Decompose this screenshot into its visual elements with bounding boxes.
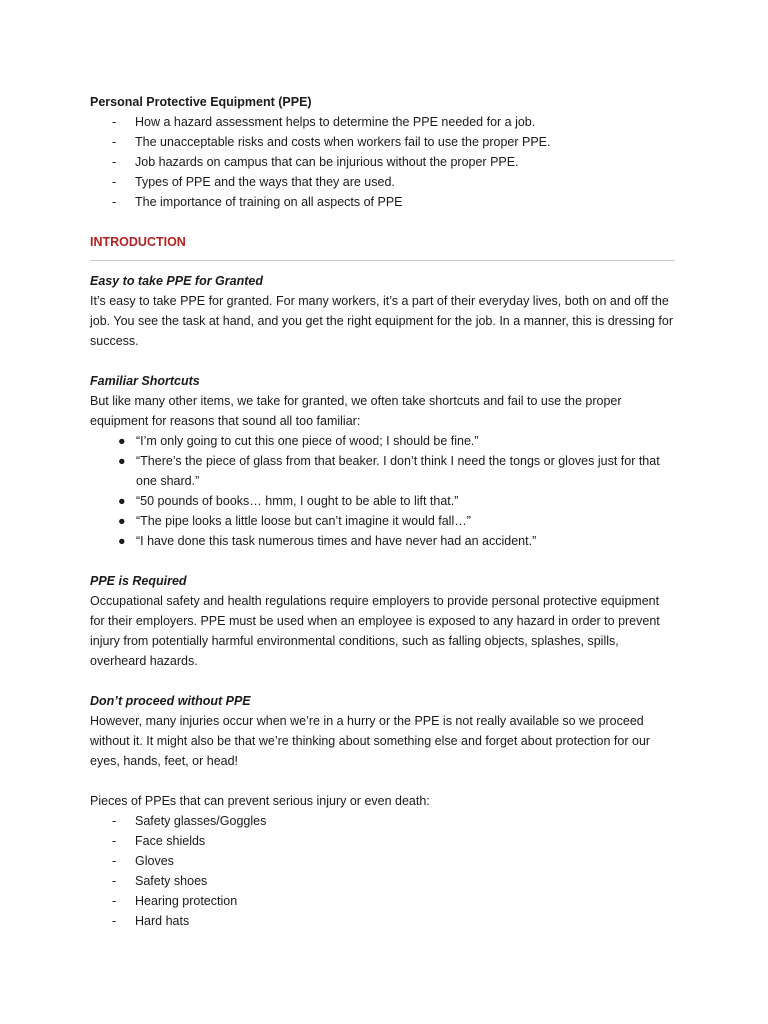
list-item-text: Safety shoes [135, 874, 208, 888]
list-item-text: The unacceptable risks and costs when workers fail to use the proper PPE. [135, 135, 551, 149]
list-item [90, 132, 675, 152]
dash-marker: - [112, 894, 117, 908]
dash-marker: - [112, 834, 117, 848]
section-heading: Familiar Shortcuts [90, 374, 200, 388]
section-body: It’s easy to take PPE for granted. For many workers, it’s a part of their everyday lives, both on and off the job. You see the task at hand, and you get the right equipment for the job. In a manner, this is dressing for success. [90, 294, 674, 348]
dash-marker: - [112, 874, 117, 888]
section-body: Occupational safety and health regulations require employers to provide personal protective equipment for their employers. PPE must be used when an employee is exposed to any hazard in order to prevent injury from potentially harmful environmental conditions, such as falling objects, splashes, spills, overheard hazards. [90, 594, 660, 668]
dash-marker: - [112, 175, 117, 189]
dash-marker: - [112, 115, 117, 129]
bullet-marker: ● [118, 514, 126, 528]
introduction-heading: INTRODUCTION [90, 235, 186, 249]
bullet-item [90, 431, 675, 451]
bullet-item [90, 511, 675, 531]
ppe-pieces-section [90, 791, 675, 931]
section-ppe-required [90, 571, 675, 671]
list-item-text: The importance of training on all aspects of PPE [135, 195, 403, 209]
list-item [90, 112, 675, 132]
list-item [90, 891, 675, 911]
document-page [90, 92, 675, 931]
bullet-item [90, 491, 675, 511]
section-heading: Easy to take PPE for Granted [90, 274, 263, 288]
section-easy-to-take-ppe [90, 271, 675, 351]
list-item [90, 831, 675, 851]
list-item-text: Types of PPE and the ways that they are used. [135, 175, 395, 189]
section-body: But like many other items, we take for granted, we often take shortcuts and fail to use the proper equipment for reasons that sound all too familiar: [90, 394, 622, 428]
bullet-text: “The pipe looks a little loose but can’t imagine it would fall…” [136, 514, 471, 528]
bullet-text: “I have done this task numerous times and have never had an accident.” [136, 534, 537, 548]
dash-marker: - [112, 155, 117, 169]
list-item-text: How a hazard assessment helps to determine the PPE needed for a job. [135, 115, 536, 129]
list-item-text: Hearing protection [135, 894, 238, 908]
section-dont-proceed [90, 691, 675, 771]
objectives-list [90, 112, 675, 212]
section-heading: Don’t proceed without PPE [90, 694, 251, 708]
list-item [90, 851, 675, 871]
bullet-marker: ● [118, 494, 126, 508]
bullet-text: “There’s the piece of glass from that beaker. I don’t think I need the tongs or gloves just for that one shard.” [136, 454, 660, 488]
list-item-text: Job hazards on campus that can be injurious without the proper PPE. [135, 155, 519, 169]
bullet-item [90, 531, 675, 551]
shortcuts-bullet-list [90, 431, 675, 551]
list-item [90, 172, 675, 192]
bullet-marker: ● [118, 434, 126, 448]
list-item-text: Safety glasses/Goggles [135, 814, 267, 828]
bullet-text: “I’m only going to cut this one piece of wood; I should be fine.” [136, 434, 479, 448]
list-item-text: Hard hats [135, 914, 190, 928]
section-heading: PPE is Required [90, 574, 187, 588]
list-item [90, 192, 675, 212]
horizontal-divider [90, 260, 675, 261]
section-familiar-shortcuts [90, 371, 675, 551]
dash-marker: - [112, 814, 117, 828]
list-item-text: Face shields [135, 834, 206, 848]
dash-marker: - [112, 854, 117, 868]
list-item [90, 152, 675, 172]
document-title: Personal Protective Equipment (PPE) [90, 95, 312, 109]
list-item [90, 911, 675, 931]
bullet-item [90, 451, 675, 491]
list-item-text: Gloves [135, 854, 174, 868]
pieces-intro: Pieces of PPEs that can prevent serious injury or even death: [90, 794, 430, 808]
dash-marker: - [112, 914, 117, 928]
list-item [90, 811, 675, 831]
dash-marker: - [112, 135, 117, 149]
section-body: However, many injuries occur when we’re in a hurry or the PPE is not really available so we proceed without it. It might also be that we’re thinking about something else and forget about protection for our eyes, hands, feet, or head! [90, 714, 651, 768]
dash-marker: - [112, 195, 117, 209]
bullet-marker: ● [118, 454, 126, 468]
bullet-text: “50 pounds of books… hmm, I ought to be able to lift that.” [136, 494, 459, 508]
list-item [90, 871, 675, 891]
bullet-marker: ● [118, 534, 126, 548]
